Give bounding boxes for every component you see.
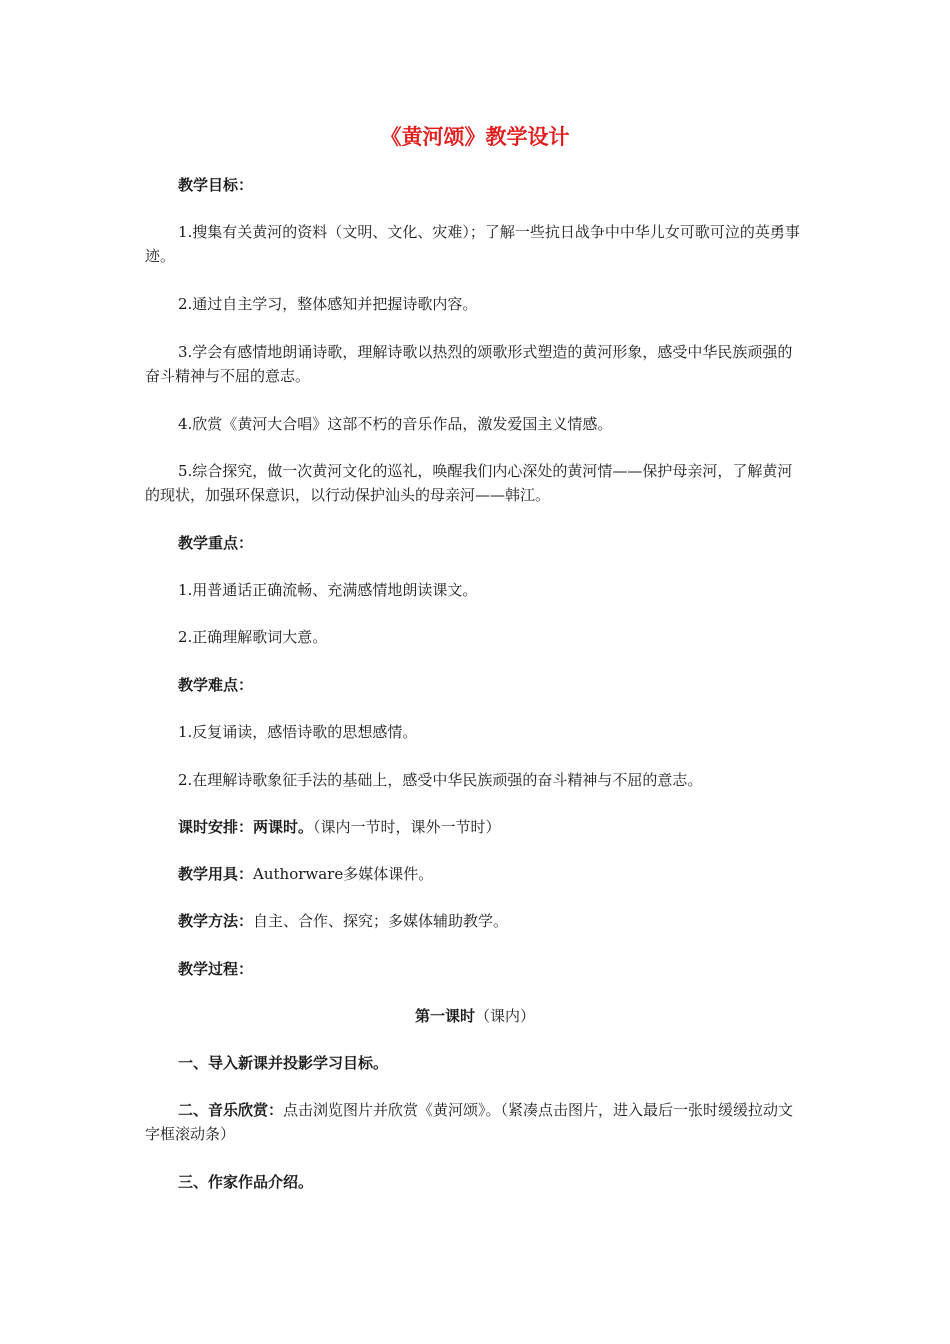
lesson-1-heading	[0, 1004, 950, 1028]
document-title: 《黄河颂》教学设计	[380, 124, 570, 149]
lesson-1-label: 第一课时	[414, 1007, 475, 1025]
goal-item-1: 1.搜集有关黄河的资料（文明、文化、灾难）；了解一些抗日战争中中华儿女可歌可泣的英勇事迹。	[145, 223, 800, 265]
schedule-line	[145, 815, 805, 839]
step-2-text: 点击浏览图片并欣赏《黄河颂》。（紧凑点击图片，进入最后一张时缓缓拉动文字框滚动条）	[145, 1101, 794, 1143]
difficulties-heading: 教学难点：	[178, 676, 254, 694]
step-2-label: 二、音乐欣赏：	[178, 1101, 284, 1119]
step-3: 三、作家作品介绍。	[178, 1173, 314, 1191]
goals-heading: 教学目标：	[178, 176, 254, 194]
key-point-item-1: 1.用普通话正确流畅、充满感情地朗读课文。	[178, 581, 478, 599]
methods-label: 教学方法：	[178, 912, 254, 930]
tools-label: 教学用具：	[178, 865, 254, 883]
key-points-heading: 教学重点：	[178, 534, 254, 552]
step-2	[145, 1098, 805, 1146]
process-heading: 教学过程：	[178, 960, 254, 978]
goal-item-5: 5.综合探究，做一次黄河文化的巡礼，唤醒我们内心深处的黄河情——保护母亲河，了解黄河的现状，加强环保意识，以行动保护汕头的母亲河——韩江。	[145, 462, 793, 504]
methods-value: 自主、合作、探究；多媒体辅助教学。	[253, 912, 509, 930]
tools-value: Authorware多媒体课件。	[253, 865, 434, 883]
difficulty-item-1: 1.反复诵读，感悟诗歌的思想感情。	[178, 723, 418, 741]
methods-line	[145, 909, 805, 933]
step-1: 一、导入新课并投影学习目标。	[178, 1054, 389, 1072]
key-point-item-2: 2.正确理解歌词大意。	[178, 628, 328, 646]
lesson-1-note: （课内）	[475, 1007, 536, 1025]
goal-item-4: 4.欣赏《黄河大合唱》这部不朽的音乐作品，激发爱国主义情感。	[178, 415, 613, 433]
difficulty-item-2: 2.在理解诗歌象征手法的基础上，感受中华民族顽强的奋斗精神与不屈的意志。	[178, 771, 703, 789]
schedule-note: （课内一节时，课外一节时）	[313, 818, 501, 836]
goal-item-2: 2.通过自主学习，整体感知并把握诗歌内容。	[178, 295, 478, 313]
schedule-label: 课时安排：两课时。	[178, 818, 314, 836]
goal-item-3: 3.学会有感情地朗诵诗歌，理解诗歌以热烈的颂歌形式塑造的黄河形象，感受中华民族顽强的奋斗精神与不屈的意志。	[145, 343, 793, 385]
tools-line	[145, 862, 805, 886]
